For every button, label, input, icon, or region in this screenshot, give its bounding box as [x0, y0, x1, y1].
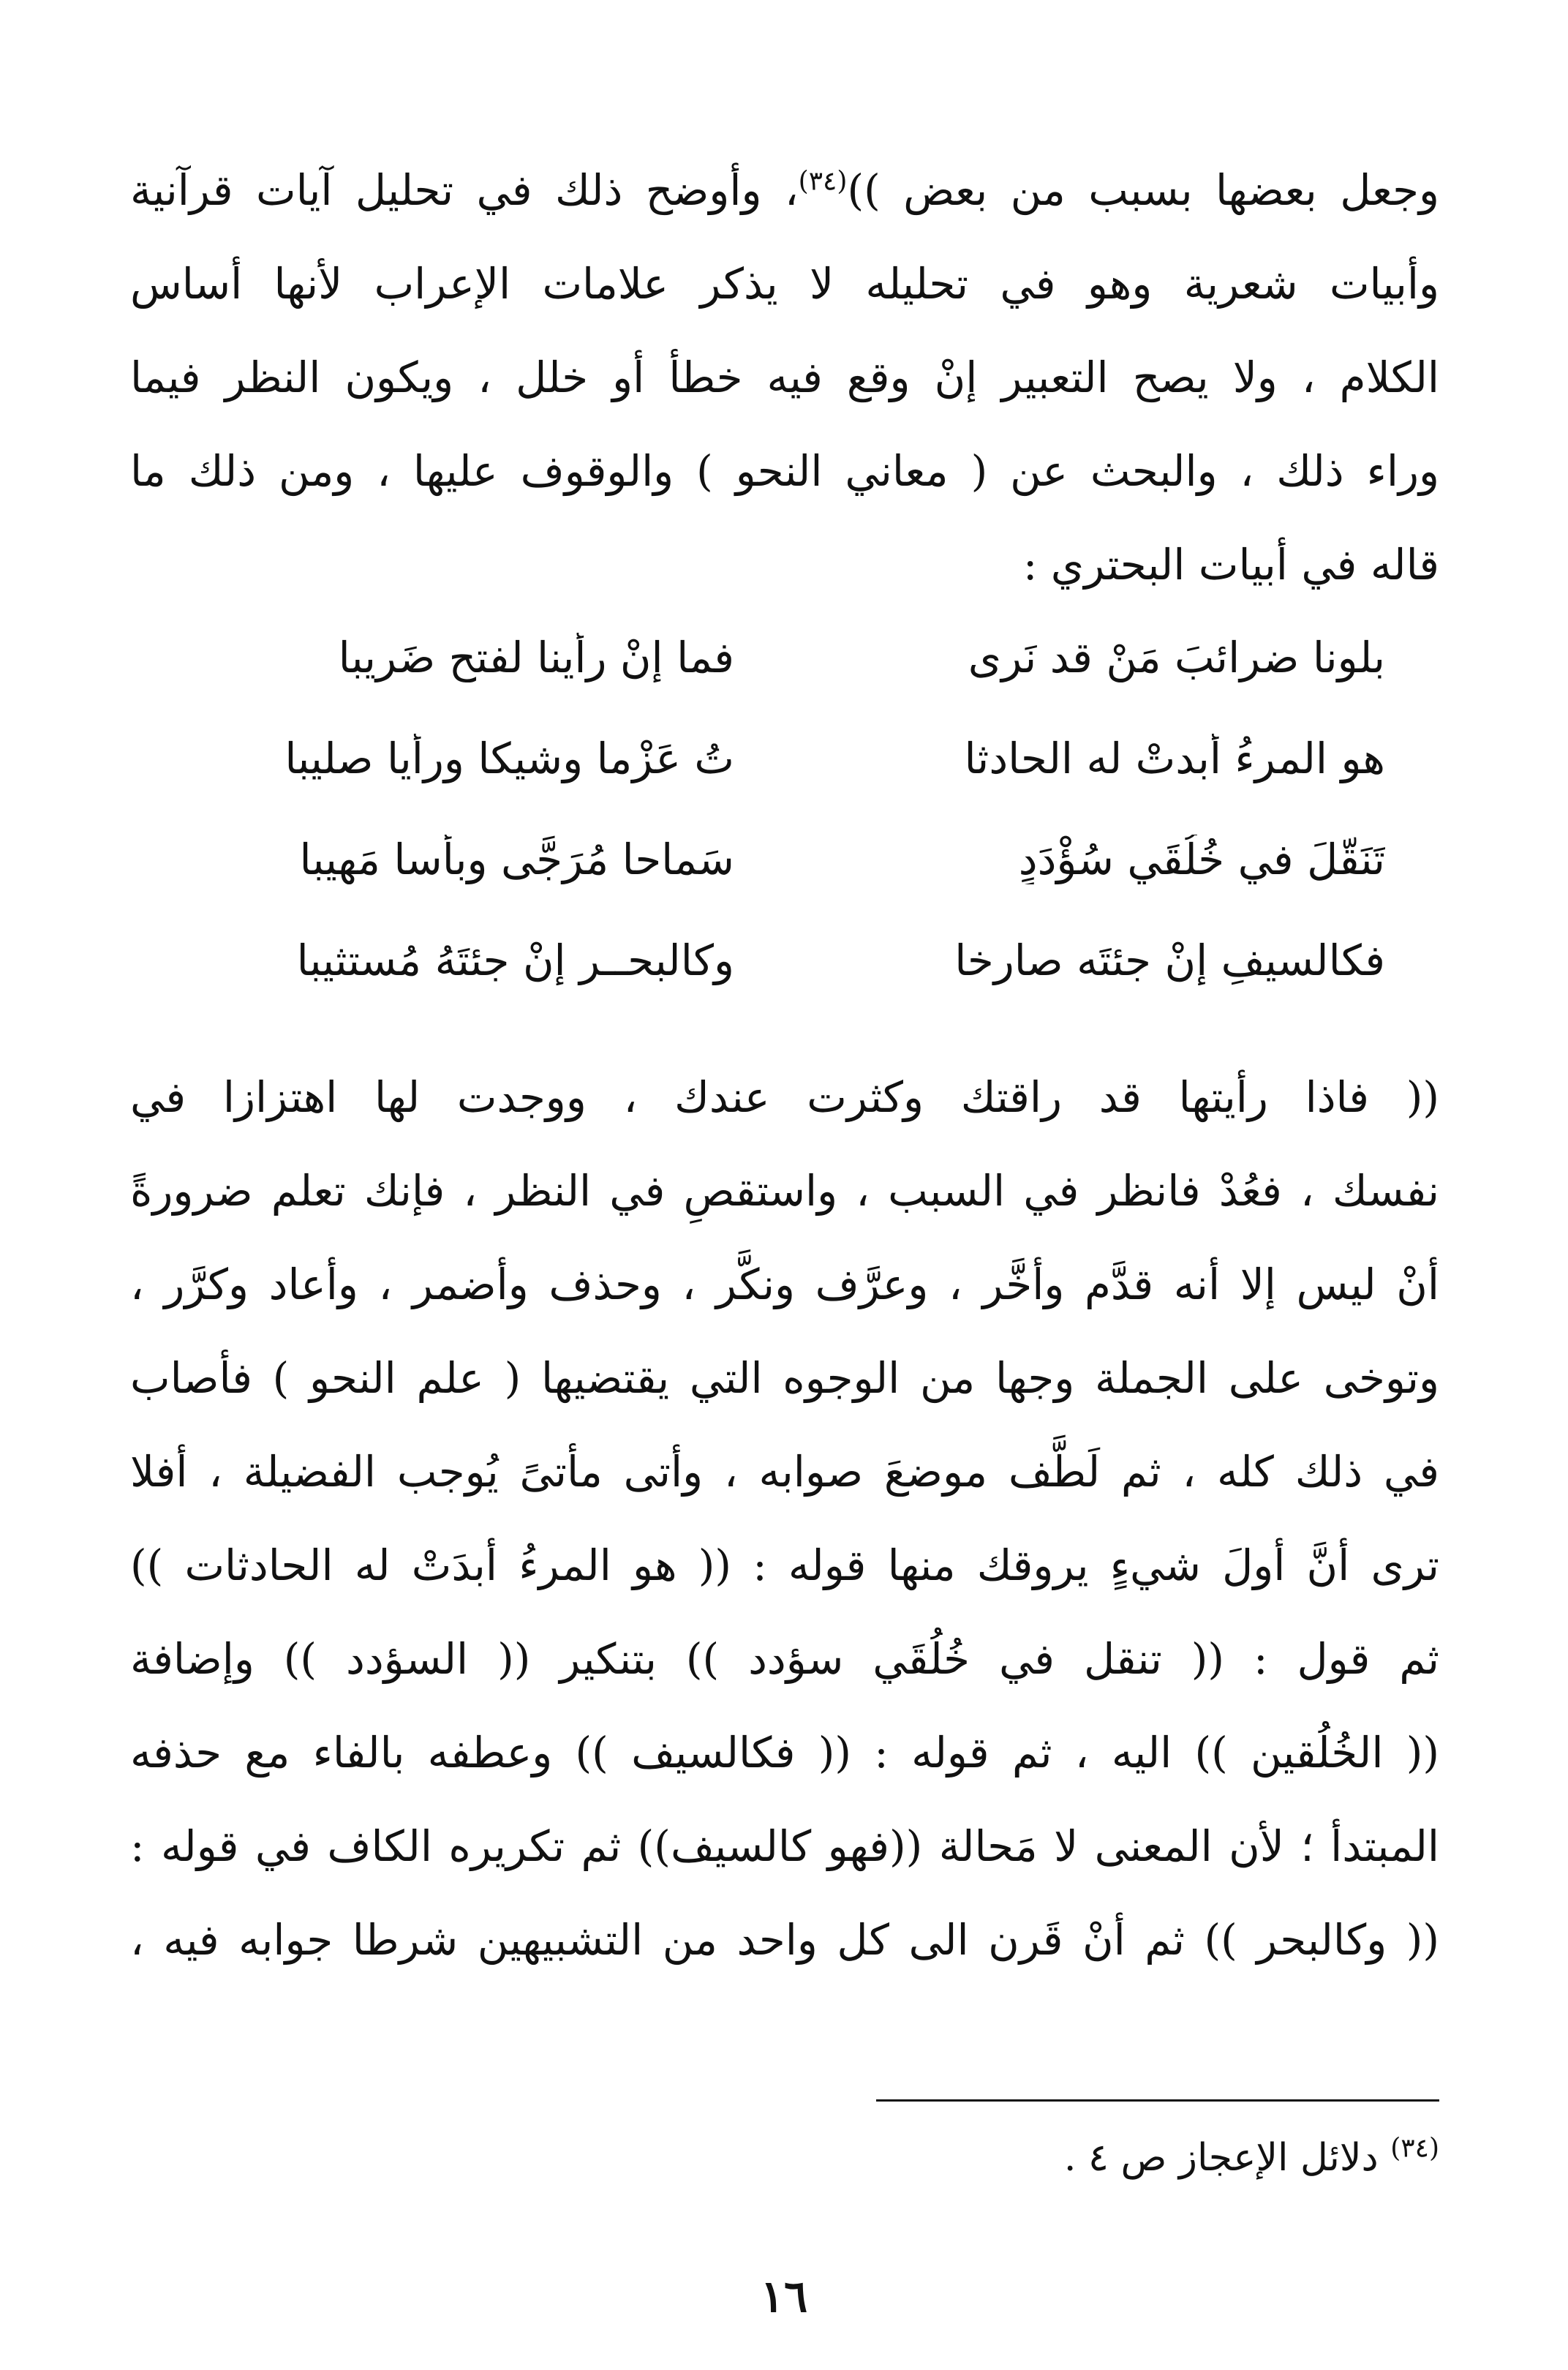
- text-line: (( فاذا رأيتها قد راقتك وكثرت عندك ، ووجدت لها اهتزازا في: [130, 1072, 1439, 1122]
- footnote-text: دلائل الإعجاز ص ٤ .: [1063, 2136, 1379, 2180]
- paragraph-quotation: [130, 1050, 1439, 1987]
- verse-first-hemistich: هو المرءُ أَبدتْ له الحادثا: [964, 734, 1385, 783]
- verse-second-hemistich: تُ عَزْما وشيكا ورأيا صليبا: [284, 734, 734, 783]
- text-segment: وجعل بعضها بسبب من بعض )): [847, 165, 1439, 215]
- verse-second-hemistich: فما إنْ رأينا لفتح ضَريبا: [338, 633, 734, 682]
- text-line: وأبيات شعرية وهو في تحليله لا يذكر علامات الإعراب لأنها أساس: [130, 259, 1439, 309]
- poem-verse: [178, 708, 1385, 809]
- footnote: [562, 2125, 1439, 2191]
- verse-first-hemistich: بلونا ضرائبَ مَنْ قد نَرى: [968, 633, 1385, 682]
- verse-first-hemistich: فكالسيفِ إنْ جئتَه صارِخا: [954, 936, 1385, 985]
- text-line: [130, 143, 1439, 237]
- poem-verse: [178, 910, 1385, 1011]
- footnote-reference: (٣٤): [798, 166, 848, 197]
- text-line: (( الخُلُقين )) اليه ، ثم قوله : (( فكالسيف )) وعطفه بالفاء مع حذفه: [130, 1728, 1439, 1778]
- text-line: المبتدأ ؛ لأن المعنى لا مَحالة ((فهو كالسيف)) ثم تكريره الكاف في قوله :: [130, 1821, 1439, 1871]
- footnote-divider: [876, 2099, 1439, 2102]
- poem-block: [178, 607, 1385, 1011]
- poem-verse: [178, 607, 1385, 708]
- footnote-marker: (٣٤): [1390, 2133, 1439, 2164]
- text-segment: ، وأوضح ذلك في تحليل آيات قرآنية: [130, 165, 799, 215]
- poem-verse: [178, 809, 1385, 910]
- text-line: قاله في أبيات البحتري :: [1022, 540, 1439, 590]
- text-line: (( وكالبحر )) ثم أنْ قَرن الى كل واحد من التشبيهين شرطا جوابه فيه ،: [130, 1915, 1439, 1965]
- text-line: نفسك ، فعُدْ فانظر في السبب ، واستقصِ في النظر ، فإنك تعلم ضرورةً: [130, 1166, 1439, 1216]
- paragraph-intro: [130, 143, 1439, 612]
- text-line: الكلام ، ولا يصح التعبير إنْ وقع فيه خطأ أو خلل ، ويكون النظر فيما: [130, 353, 1439, 402]
- verse-second-hemistich: سَماحا مُرَجَّى وبأُسا مَهيبا: [299, 835, 734, 884]
- verse-second-hemistich: وكالبحــرِ إنْ جئتَهُ مُستثيبا: [296, 936, 734, 985]
- text-line: في ذلك كله ، ثم لَطَّف موضعَ صوابه ، وأتى مأتىً يُوجب الفضيلة ، أفلا: [130, 1447, 1439, 1497]
- verse-first-hemistich: تَنَقّلَ في خُلُقَي سُؤْدَدٍ: [1018, 835, 1385, 884]
- text-line: وتوخى على الجملة وجها من الوجوه التي يقتضيها ( علم النحو ) فأصاب: [130, 1353, 1439, 1403]
- page-number: ١٦: [760, 2271, 808, 2322]
- text-line: أنْ ليس إلا أنه قدَّم وأخَّر ، وعرَّف ونكَّر ، وحذف وأضمر ، وأعاد وكرَّر ،: [130, 1260, 1439, 1309]
- text-line: وراء ذلك ، والبحث عن ( معاني النحو ) والوقوف عليها ، ومن ذلك ما: [130, 446, 1439, 496]
- text-line: ثم قول : (( تنقل في خُلُقَي سؤدد )) بتنكير (( السؤدد )) وإضافة: [130, 1634, 1439, 1684]
- text-line: ترى أنَّ أولَ شيءٍ يروقك منها قوله : (( هو المرءُ أبدَتْ له الحادثات )): [130, 1540, 1439, 1590]
